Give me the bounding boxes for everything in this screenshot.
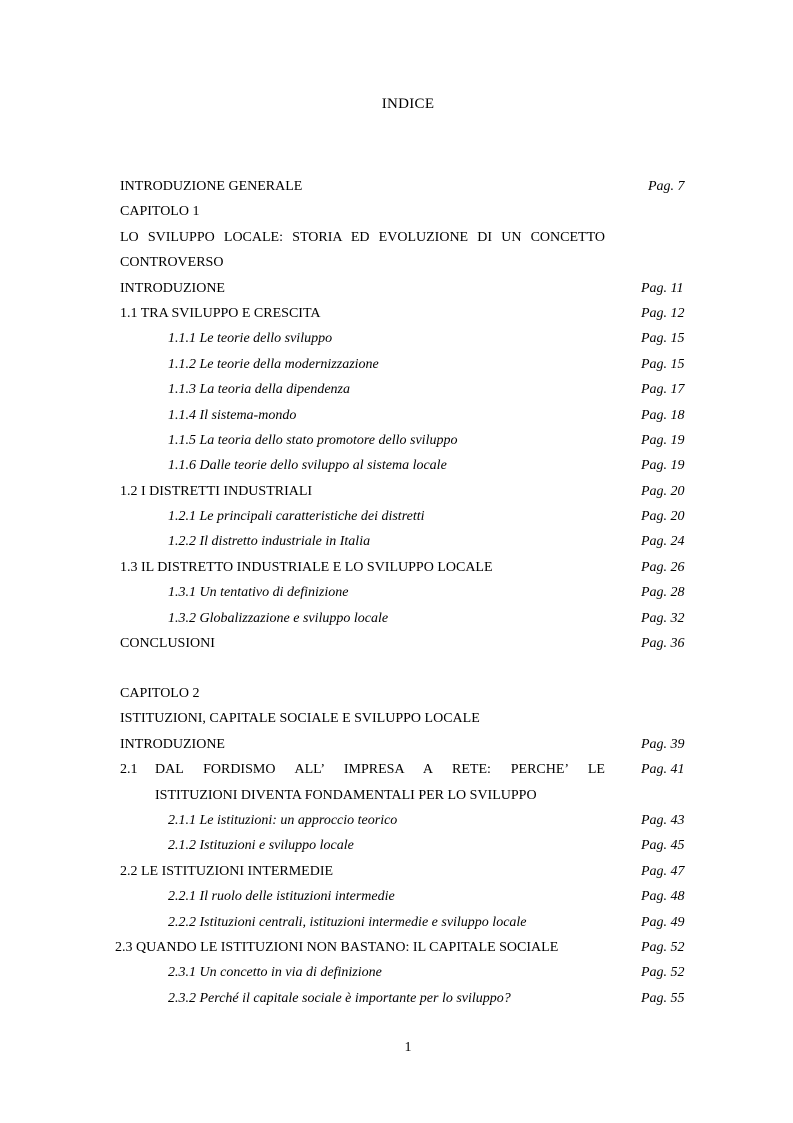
toc-entry-label: 1.3.1 Un tentativo di definizione — [168, 585, 349, 601]
toc-entry-2-1-line-2 — [0, 783, 793, 808]
toc-entry-page: Pag. 52 — [641, 939, 685, 955]
toc-entry-page: Pag. 26 — [641, 559, 685, 575]
toc-entry-page: Pag. 19 — [641, 432, 685, 448]
chapter-1-title-line-2 — [0, 250, 793, 275]
toc-entry-page: Pag. 48 — [641, 889, 685, 905]
toc-entry-page: Pag. 49 — [641, 914, 685, 930]
chapter-heading-label: CAPITOLO 1 — [120, 204, 200, 220]
toc-entry-introduzione-generale — [0, 174, 793, 199]
toc-entry-page: Pag. 39 — [641, 736, 685, 752]
toc-entry-label: INTRODUZIONE — [120, 280, 225, 296]
toc-subentry — [0, 960, 793, 985]
toc-entry-label-continued: ISTITUZIONI DIVENTA FONDAMENTALI PER LO SVILUPPO — [155, 787, 537, 803]
toc-entry — [0, 301, 793, 326]
toc-subentry — [0, 352, 793, 377]
section-number: 2.1 — [120, 762, 138, 778]
toc-entry-label: 2.2 LE ISTITUZIONI INTERMEDIE — [120, 863, 334, 879]
chapter-separator — [0, 656, 793, 681]
page-number: 1 — [404, 1040, 412, 1055]
toc-subentry — [0, 580, 793, 605]
toc-entry-label: CONCLUSIONI — [120, 636, 215, 652]
toc-entry-label: 1.3 IL DISTRETTO INDUSTRIALE E LO SVILUPPO LOCALE — [120, 559, 493, 575]
toc-entry-label: 2.2.2 Istituzioni centrali, istituzioni intermedie e sviluppo locale — [168, 914, 527, 930]
toc-entry-page: Pag. 52 — [641, 965, 685, 981]
toc-subentry — [0, 326, 793, 351]
toc-entry-label: 2.3.1 Un concetto in via di definizione — [168, 965, 382, 981]
chapter-title-text: ISTITUZIONI, CAPITALE SOCIALE E SVILUPPO LOCALE — [120, 711, 480, 727]
toc-subentry — [0, 428, 793, 453]
toc-entry-label: 1.1.5 La teoria dello stato promotore dello sviluppo — [168, 432, 458, 448]
toc-entry — [0, 276, 793, 301]
toc-entry-page: Pag. 55 — [641, 990, 685, 1006]
toc-subentry — [0, 504, 793, 529]
toc-entry-label: 1.1 TRA SVILUPPO E CRESCITA — [120, 305, 321, 321]
toc-entry — [0, 555, 793, 580]
toc-entry — [0, 631, 793, 656]
toc-entry-page: Pag. 12 — [641, 305, 685, 321]
toc-subentry — [0, 986, 793, 1011]
toc-entry-page: Pag. 11 — [641, 280, 684, 296]
chapter-1-heading — [0, 199, 793, 224]
toc-entry-label: DAL FORDISMO ALL’ IMPRESA A RETE: PERCHE’ LE — [155, 762, 605, 778]
table-of-contents — [0, 174, 793, 1011]
toc-subentry — [0, 403, 793, 428]
toc-entry-page: Pag. 18 — [641, 407, 685, 423]
toc-entry — [0, 732, 793, 757]
toc-subentry — [0, 453, 793, 478]
toc-entry-page: Pag. 15 — [641, 356, 685, 372]
chapter-title-text: LO SVILUPPO LOCALE: STORIA ED EVOLUZIONE DI UN CONCETTO — [120, 229, 605, 245]
chapter-heading-label: CAPITOLO 2 — [120, 686, 200, 702]
toc-entry — [0, 859, 793, 884]
toc-entry-page: Pag. 41 — [641, 762, 685, 778]
toc-subentry — [0, 808, 793, 833]
toc-entry-page: Pag. 28 — [641, 585, 685, 601]
toc-entry-label: 1.1.2 Le teorie della modernizzazione — [168, 356, 379, 372]
toc-entry-label: 2.1.2 Istituzioni e sviluppo locale — [168, 838, 354, 854]
toc-entry-label: 1.1.4 Il sistema-mondo — [168, 407, 297, 423]
toc-entry-label: 1.1.3 La teoria della dipendenza — [168, 382, 350, 398]
toc-entry-page: Pag. 19 — [641, 458, 685, 474]
toc-entry-label: 2.3 QUANDO LE ISTITUZIONI NON BASTANO: IL CAPITALE SOCIALE — [115, 939, 559, 955]
toc-entry-label: 2.3.2 Perché il capitale sociale è importante per lo sviluppo? — [168, 990, 511, 1006]
toc-entry-label: 1.2.2 Il distretto industriale in Italia — [168, 534, 371, 550]
chapter-2-heading — [0, 681, 793, 706]
chapter-title-text: CONTROVERSO — [120, 255, 224, 271]
toc-entry-page: Pag. 20 — [641, 509, 685, 525]
toc-entry-label: 1.2 I DISTRETTI INDUSTRIALI — [120, 483, 313, 499]
toc-entry-page: Pag. 43 — [641, 812, 685, 828]
chapter-1-title-line-1 — [0, 225, 793, 250]
toc-entry — [0, 935, 793, 960]
toc-entry-page: Pag. 24 — [641, 534, 685, 550]
toc-subentry — [0, 529, 793, 554]
toc-entry-page: Pag. 20 — [641, 483, 685, 499]
toc-entry-label: INTRODUZIONE GENERALE — [120, 179, 303, 194]
toc-subentry — [0, 833, 793, 858]
toc-entry-page: Pag. 36 — [641, 636, 685, 652]
chapter-2-title — [0, 706, 793, 731]
toc-entry-page: Pag. 45 — [641, 838, 685, 854]
toc-entry-label: 2.1.1 Le istituzioni: un approccio teorico — [168, 812, 398, 828]
toc-subentry — [0, 910, 793, 935]
toc-entry-label: 1.1.6 Dalle teorie dello sviluppo al sistema locale — [168, 458, 447, 474]
toc-entry-label: 1.3.2 Globalizzazione e sviluppo locale — [168, 610, 389, 626]
toc-subentry — [0, 377, 793, 402]
toc-entry-label: 2.2.1 Il ruolo delle istituzioni intermedie — [168, 889, 395, 905]
toc-entry-page: Pag. 7 — [648, 179, 685, 194]
toc-subentry — [0, 606, 793, 631]
toc-entry-label: 1.1.1 Le teorie dello sviluppo — [168, 331, 333, 347]
toc-subentry — [0, 884, 793, 909]
toc-entry — [0, 479, 793, 504]
page-title: INDICE — [381, 96, 435, 112]
toc-entry-page: Pag. 47 — [641, 863, 685, 879]
toc-entry-2-1-line-1 — [0, 757, 793, 782]
toc-entry-page: Pag. 15 — [641, 331, 685, 347]
toc-entry-label: 1.2.1 Le principali caratteristiche dei distretti — [168, 509, 425, 525]
toc-entry-page: Pag. 17 — [641, 382, 685, 398]
toc-entry-label: INTRODUZIONE — [120, 736, 225, 752]
toc-entry-page: Pag. 32 — [641, 610, 685, 626]
